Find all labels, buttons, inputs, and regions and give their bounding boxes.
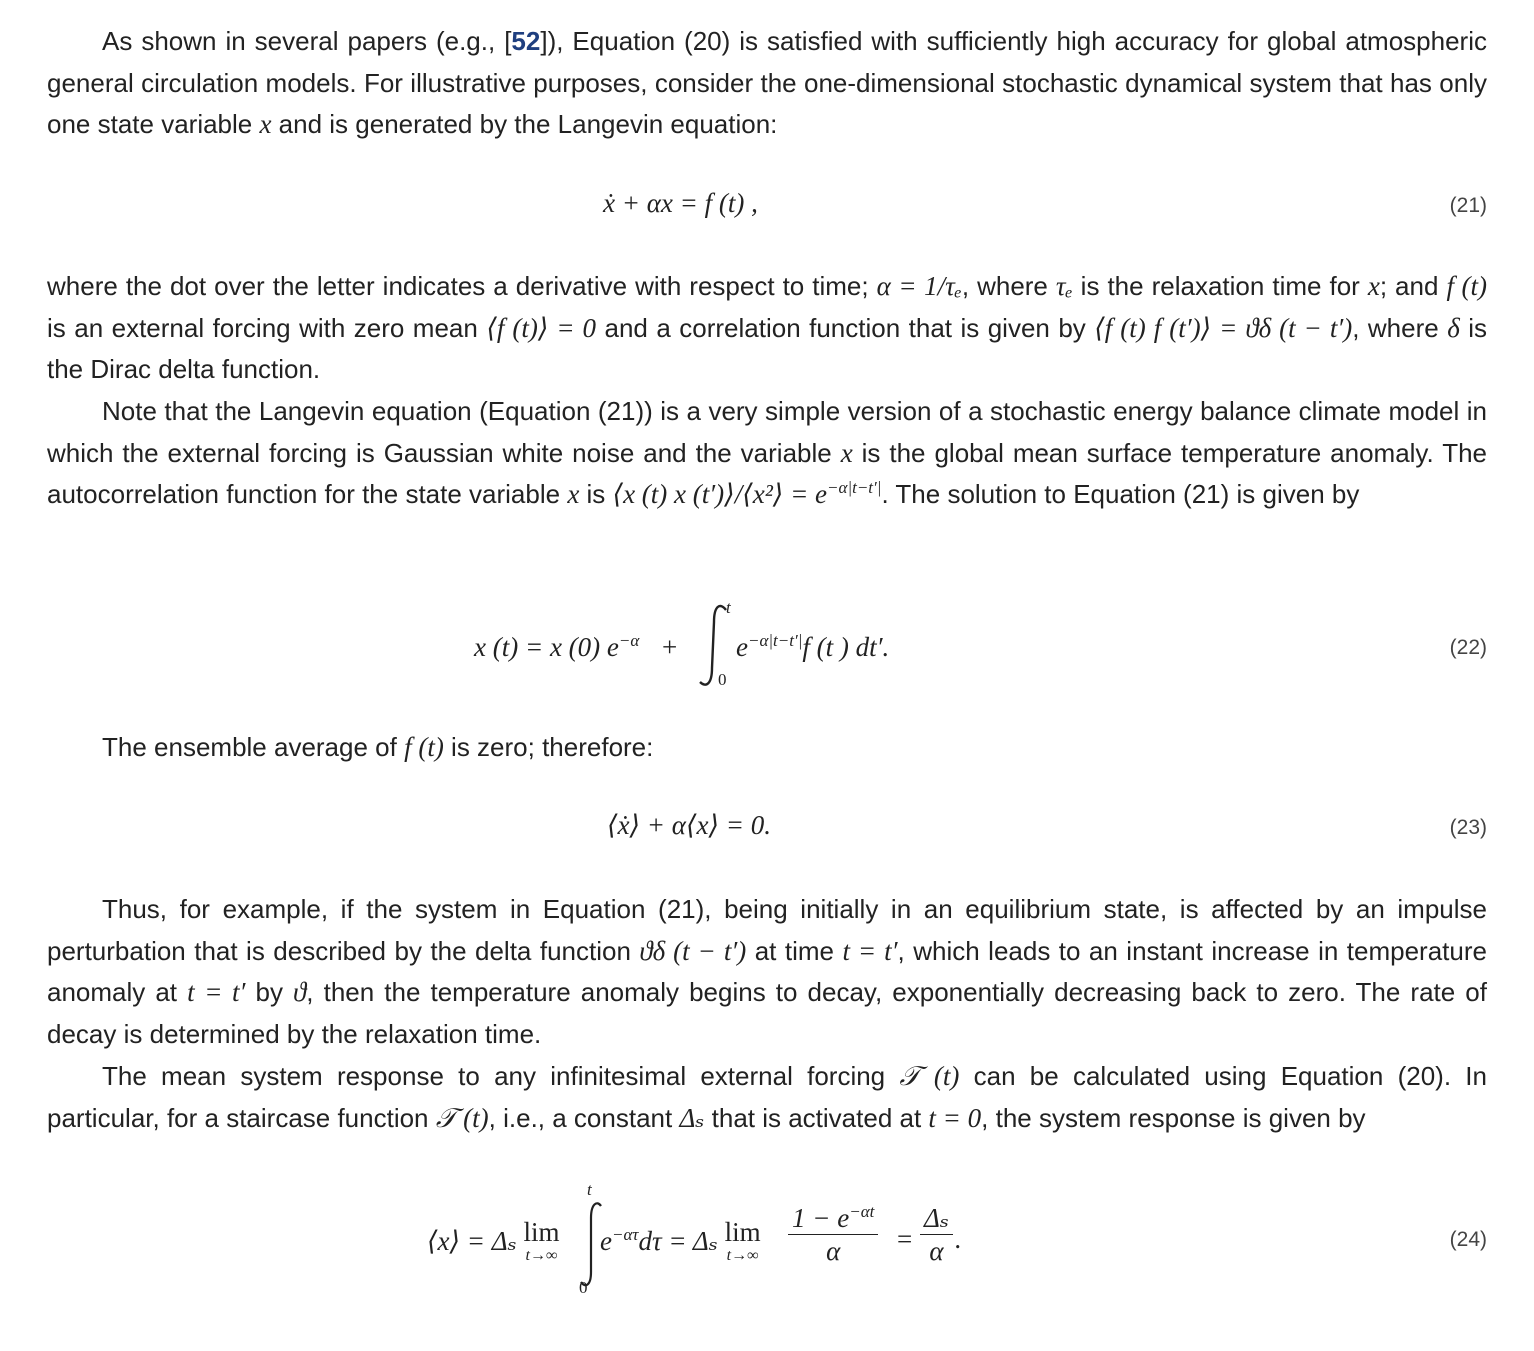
equation-21 (47, 188, 1487, 228)
math-inline: ϑδ (t − t′) (639, 935, 747, 966)
math-inline: Δₛ (679, 1102, 705, 1133)
text: Note that the Langevin equation (Equation (21)) is a very simple version of a stochastic energy balance climate model in which the external forcing is Gaussian white noise and the variable (47, 396, 1487, 468)
text: is the relaxation time for (1072, 271, 1368, 301)
fraction-denominator: α (826, 1236, 841, 1266)
math-inline: x (840, 437, 853, 468)
citation-link-52[interactable]: 52 (511, 26, 541, 56)
fraction (920, 1202, 953, 1267)
math-inline: δ (1447, 312, 1460, 343)
equation-24 (47, 1180, 1487, 1300)
text: The ensemble average of (102, 732, 405, 762)
text: can be calculated using Equation (20). In particular, for a staircase function (47, 1061, 1487, 1133)
math-operator: = (897, 1224, 913, 1254)
equation-body: ẋ + αx = f (t) , (603, 188, 758, 218)
text: is zero; therefore: (443, 732, 654, 762)
text: where the dot over the letter indicates a derivative with respect to time; (47, 271, 877, 301)
text: As shown in several papers (e.g., [ (102, 26, 512, 56)
text: , then the temperature anomaly begins to decay, exponentially decreasing back to zero. The rate of decay is determined by the relaxation time. (47, 977, 1487, 1050)
paragraph-impulse (47, 889, 1487, 1056)
integral-lower-limit: 0 (718, 670, 727, 689)
math-superscript: −αt (849, 1202, 875, 1221)
math-part: dτ = Δₛ (638, 1226, 718, 1257)
text: , i.e., a constant (488, 1102, 680, 1133)
math-superscript: −ατ (611, 1225, 639, 1245)
integral-upper-limit: t (587, 1180, 592, 1199)
text: by (245, 977, 294, 1008)
equation-rhs (600, 1217, 761, 1268)
text: . The solution to Equation (21) is given by (881, 479, 1360, 510)
equation-integrand (736, 632, 889, 663)
math-operator: + (662, 632, 678, 662)
math-inline: ϑ (293, 977, 307, 1008)
fraction-1 (785, 1202, 881, 1267)
equation-body: ⟨ẋ⟩ + α⟨x⟩ = 0. (607, 810, 771, 840)
fraction-denominator: α (929, 1236, 944, 1266)
fraction-numerator: Δₛ (920, 1202, 953, 1235)
lim-label: lim (724, 1217, 761, 1247)
text: at time (746, 935, 843, 966)
math-part: x (t) = x (0) e (474, 632, 619, 662)
text: is the Dirac delta function. (47, 312, 1487, 385)
equation-lhs (427, 1217, 560, 1268)
paragraph-response (47, 1056, 1487, 1139)
math-superscript: −α|t−t′| (747, 631, 803, 650)
text: is the global mean surface temperature anomaly. The autocorrelation function for the state variable (47, 437, 1488, 510)
text: , which leads to an instant increase in temperature anomaly at (47, 935, 1487, 1008)
text: Thus, for example, if the system in Equation (21), being initially in an equilibrium state, is affected by an impulse perturbation that is described by the delta function (47, 894, 1487, 966)
paragraph-intro (47, 21, 1487, 146)
lim-subscript: t→∞ (726, 1247, 759, 1264)
text: and a correlation function that is given by (596, 312, 1095, 343)
math-part: f (t ) dt′. (802, 632, 890, 662)
math-inline: t = 0 (928, 1102, 982, 1133)
integral-upper-limit: t (726, 598, 731, 617)
text: is an external forcing with zero mean (47, 312, 487, 343)
paragraph-ensemble (47, 727, 1487, 769)
text: and is generated by the Langevin equation: (271, 109, 778, 140)
paragraph-langevin-note (47, 391, 1487, 516)
integral-lower-limit: 0 (579, 1278, 588, 1297)
equation-number: (24) (1449, 1228, 1487, 1251)
limit-operator (523, 1217, 560, 1268)
paragraph-definitions (47, 266, 1487, 391)
math-inline: t = t′ (842, 935, 898, 966)
text: , the system response is given by (981, 1102, 1366, 1133)
fraction-numerator (788, 1202, 878, 1235)
text: that is activated at (704, 1102, 929, 1133)
text: , where (961, 271, 1056, 301)
math-inline: ⟨f (t)⟩ = 0 (486, 312, 597, 343)
math-inline: ⟨f (t) f (t′)⟩ = ϑδ (t − t′) (1094, 312, 1353, 343)
math-inline: x (1367, 271, 1380, 301)
text: is (579, 479, 613, 510)
math-part: 1 − e (792, 1203, 850, 1233)
lim-label: lim (523, 1217, 560, 1247)
equation-number: (21) (1449, 194, 1487, 217)
equation-22 (47, 598, 1487, 694)
math-inline: f (t) (404, 732, 444, 762)
math-inline: t = t′ (187, 977, 246, 1008)
math-inline: α = 1/τₑ (876, 271, 962, 301)
math-part: ⟨x⟩ = Δₛ (427, 1226, 517, 1257)
equation-23 (47, 810, 1487, 850)
fraction-2 (917, 1202, 956, 1267)
text: ]), Equation (20) is satisfied with sufficiently high accuracy for global atmospheric general circulation models. For illustrative purposes, consider the one-dimensional stochastic dynamical system that has only one state variable (47, 26, 1487, 140)
math-inline: 𝒯 (t) (435, 1102, 489, 1133)
math-inline: τₑ (1055, 271, 1073, 301)
text: , where (1352, 312, 1448, 343)
equation-body (474, 632, 677, 663)
math-inline: 𝒯 (t) (899, 1061, 960, 1091)
math-inline: x (259, 109, 272, 140)
equation-number: (23) (1449, 816, 1487, 839)
lim-subscript: t→∞ (525, 1247, 558, 1264)
math-superscript: −α (618, 631, 640, 650)
math-part: ⟨x (t) x (t′)⟩/⟨x²⟩ = e (612, 479, 828, 510)
math-superscript: −α|t−t′| (827, 478, 882, 498)
math-punctuation: . (955, 1224, 962, 1254)
math-part: e (600, 1226, 612, 1257)
math-part: e (736, 632, 748, 662)
fraction (788, 1202, 878, 1267)
limit-operator (724, 1217, 761, 1268)
text: ; and (1379, 271, 1447, 301)
math-inline: f (t) (1446, 271, 1487, 301)
math-inline: x (567, 479, 580, 510)
text: The mean system response to any infinitesimal external forcing (102, 1061, 900, 1091)
equation-number: (22) (1449, 636, 1487, 659)
math-inline (613, 479, 882, 509)
